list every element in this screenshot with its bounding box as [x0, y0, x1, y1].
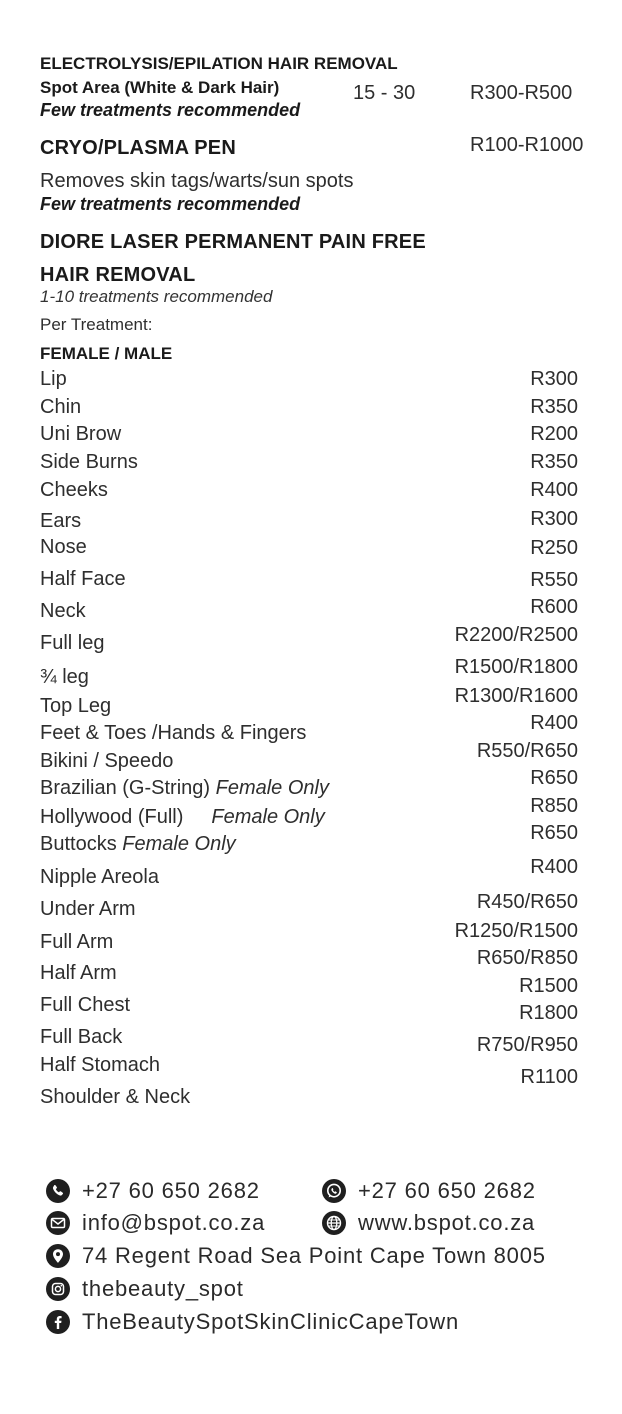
item-name: Chin — [40, 396, 82, 418]
laser-title-line1: DIORE LASER PERMANENT PAIN FREE — [40, 231, 426, 253]
item-name: Half Face — [40, 568, 126, 590]
item-price: R350 — [530, 396, 578, 418]
item-name — [40, 806, 325, 829]
whatsapp-number[interactable]: +27 60 650 2682 — [358, 1178, 536, 1203]
facebook-icon — [46, 1310, 70, 1334]
item-name: Neck — [40, 600, 86, 622]
item-name: Nose — [40, 536, 87, 558]
item-price: R250 — [530, 537, 578, 559]
item-name: Top Leg — [40, 695, 112, 717]
item-name: Shoulder & Neck — [40, 1086, 191, 1108]
cryo-title: CRYO/PLASMA PEN — [40, 137, 236, 159]
item-name: Full Chest — [40, 994, 131, 1016]
spot-area-price: R300-R500 — [470, 82, 573, 104]
whatsapp-contact[interactable] — [322, 1178, 536, 1204]
item-name — [40, 833, 236, 856]
item-price: R450/R650 — [476, 891, 578, 913]
instagram-contact[interactable] — [46, 1276, 244, 1302]
item-name: Feet & Toes /Hands & Fingers — [40, 722, 307, 744]
item-price: R650/R850 — [476, 947, 578, 969]
per-treatment-label: Per Treatment: — [40, 315, 153, 334]
item-price: R350 — [530, 451, 578, 473]
item-price: R300 — [530, 368, 578, 390]
item-name-text: Hollywood (Full) — [40, 806, 184, 828]
female-only-qualifier: Female Only — [211, 806, 325, 828]
street-address: 74 Regent Road Sea Point Cape Town 8005 — [82, 1243, 546, 1268]
item-price: R600 — [530, 596, 578, 618]
electrolysis-note: Few treatments recommended — [40, 100, 301, 120]
facebook-page[interactable]: TheBeautySpotSkinClinicCapeTown — [82, 1309, 459, 1334]
item-price: R1250/R1500 — [454, 920, 578, 942]
item-name: Half Arm — [40, 962, 117, 984]
item-price: R550 — [530, 569, 578, 591]
item-price: R1500 — [519, 975, 578, 997]
instagram-handle[interactable]: thebeauty_spot — [82, 1276, 244, 1301]
email-address[interactable]: info@bspot.co.za — [82, 1210, 266, 1235]
item-name: ¾ leg — [40, 666, 89, 688]
email-contact[interactable] — [46, 1210, 265, 1236]
item-name: Nipple Areola — [40, 866, 159, 888]
phone-icon — [46, 1179, 70, 1203]
item-price: R1500/R1800 — [454, 656, 578, 678]
item-name-text: Brazilian (G-String) — [40, 777, 211, 799]
phone-contact[interactable] — [46, 1178, 260, 1204]
item-price: R400 — [530, 856, 578, 878]
item-name: Half Stomach — [40, 1054, 161, 1076]
item-price: R400 — [530, 712, 578, 734]
item-price: R850 — [530, 795, 578, 817]
cryo-description: Removes skin tags/warts/sun spots — [40, 170, 354, 192]
item-price: R650 — [530, 822, 578, 844]
item-name: Full Arm — [40, 931, 114, 953]
instagram-icon — [46, 1277, 70, 1301]
item-name: Full leg — [40, 632, 105, 654]
laser-title-line2: HAIR REMOVAL — [40, 264, 196, 286]
item-price: R2200/R2500 — [454, 624, 578, 646]
electrolysis-title: ELECTROLYSIS/EPILATION HAIR REMOVAL — [40, 54, 398, 73]
website-url[interactable]: www.bspot.co.za — [358, 1210, 536, 1235]
whatsapp-icon — [322, 1179, 346, 1203]
item-name: Lip — [40, 368, 67, 390]
item-price: R650 — [530, 767, 578, 789]
cryo-note: Few treatments recommended — [40, 194, 301, 214]
female-only-qualifier: Female Only — [122, 833, 236, 855]
item-price: R1100 — [520, 1066, 578, 1088]
item-price: R550/R650 — [476, 740, 578, 762]
globe-icon — [322, 1211, 346, 1235]
item-price: R400 — [530, 479, 578, 501]
item-name: Under Arm — [40, 898, 136, 920]
item-name — [40, 777, 329, 800]
gender-header: FEMALE / MALE — [40, 344, 173, 363]
phone-number[interactable]: +27 60 650 2682 — [82, 1178, 260, 1203]
spot-area-label: Spot Area (White & Dark Hair) — [40, 78, 280, 97]
address-contact — [46, 1243, 546, 1269]
website-contact[interactable] — [322, 1210, 535, 1236]
item-name: Bikini / Speedo — [40, 750, 174, 772]
email-icon — [46, 1211, 70, 1235]
item-name: Ears — [40, 510, 82, 532]
female-only-qualifier: Female Only — [215, 777, 329, 799]
location-pin-icon — [46, 1244, 70, 1268]
item-name: Side Burns — [40, 451, 138, 473]
item-price: R1800 — [519, 1002, 578, 1024]
facebook-contact[interactable] — [46, 1309, 459, 1335]
item-name-text: Buttocks — [40, 833, 117, 855]
item-name: Cheeks — [40, 479, 108, 501]
item-price: R200 — [530, 423, 578, 445]
laser-note: 1-10 treatments recommended — [40, 287, 273, 306]
item-price: R300 — [530, 508, 578, 530]
item-name: Full Back — [40, 1026, 123, 1048]
item-price: R750/R950 — [476, 1034, 578, 1056]
item-name: Uni Brow — [40, 423, 122, 445]
item-price: R1300/R1600 — [454, 685, 578, 707]
spot-area-minutes: 15 - 30 — [353, 82, 416, 104]
cryo-price: R100-R1000 — [470, 134, 584, 156]
